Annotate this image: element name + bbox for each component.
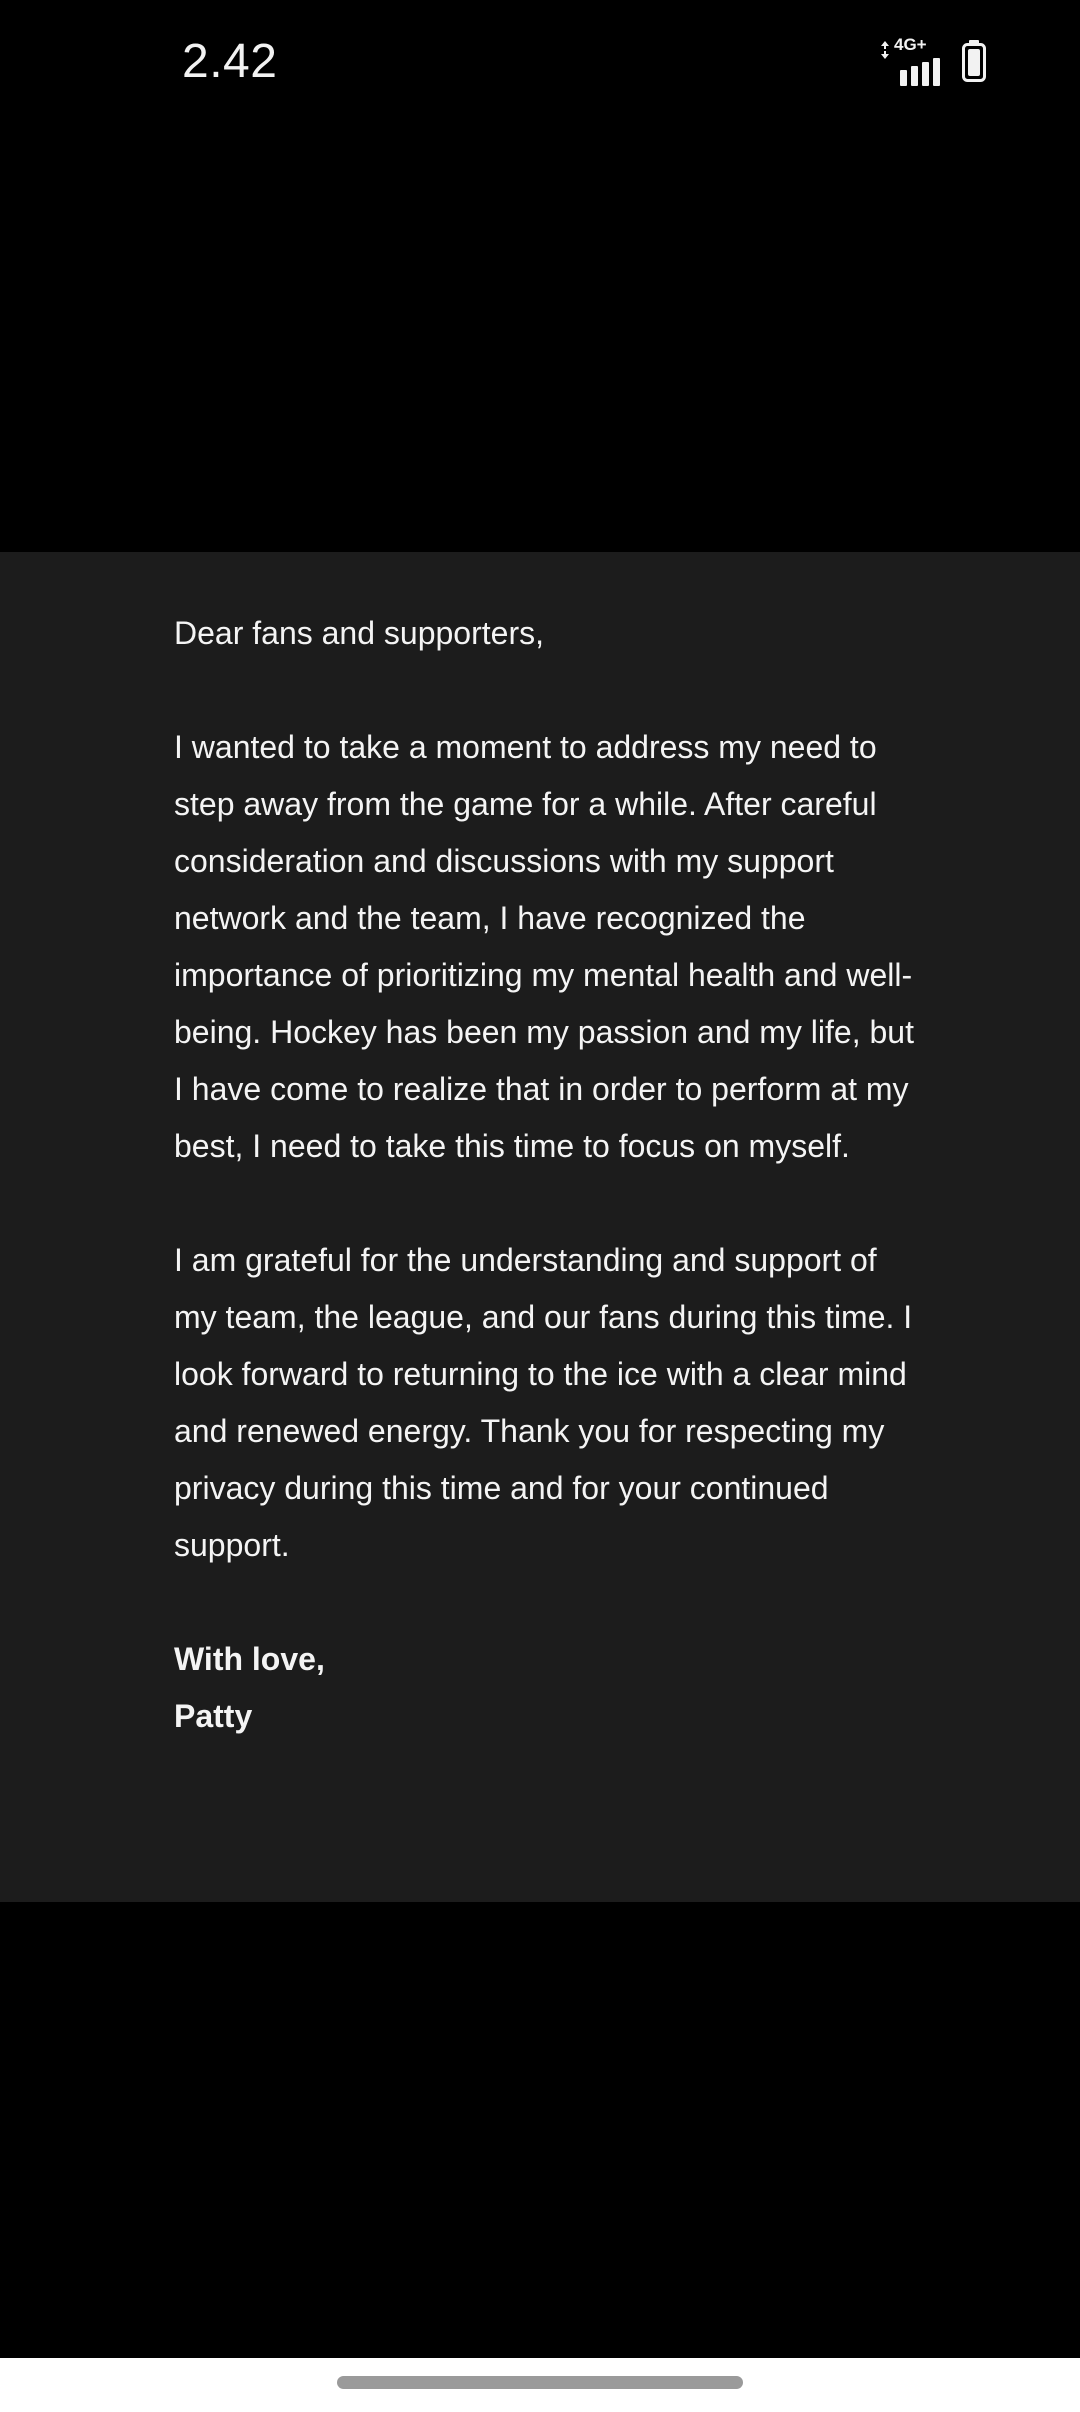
letter-content <box>174 605 914 1745</box>
letter-greeting: Dear fans and supporters, <box>174 615 544 651</box>
letter-signature: Patty <box>174 1698 253 1734</box>
status-bar <box>0 0 1080 130</box>
home-handle[interactable] <box>337 2376 743 2389</box>
battery-icon <box>962 40 986 82</box>
letter-panel <box>0 552 1080 1902</box>
network-type-label: 4G+ <box>894 35 927 54</box>
status-icons <box>880 36 992 86</box>
letter-paragraph-2: I am grateful for the understanding and support of my team, the league, and our fans during this time. I look forward to returning to the ice with a clear mind and renewed energy. Thank you for respecting my privacy during this time and for your continued support. <box>174 1242 913 1563</box>
home-indicator-bar <box>0 2358 1080 2412</box>
letter-paragraph-1: I wanted to take a moment to address my need to step away from the game for a while. After careful consideration and discussions with my support network and the team, I have recognized the importance of prioritizing my mental health and well-being. Hockey has been my passion and my life, but I have come to realize that in order to perform at my best, I need to take this time to focus on myself. <box>174 729 914 1164</box>
signal-strength-icon <box>900 58 952 86</box>
status-time: 2.42 <box>182 35 278 88</box>
data-arrows-icon <box>880 40 890 60</box>
letter-signoff: With love, <box>174 1641 325 1677</box>
